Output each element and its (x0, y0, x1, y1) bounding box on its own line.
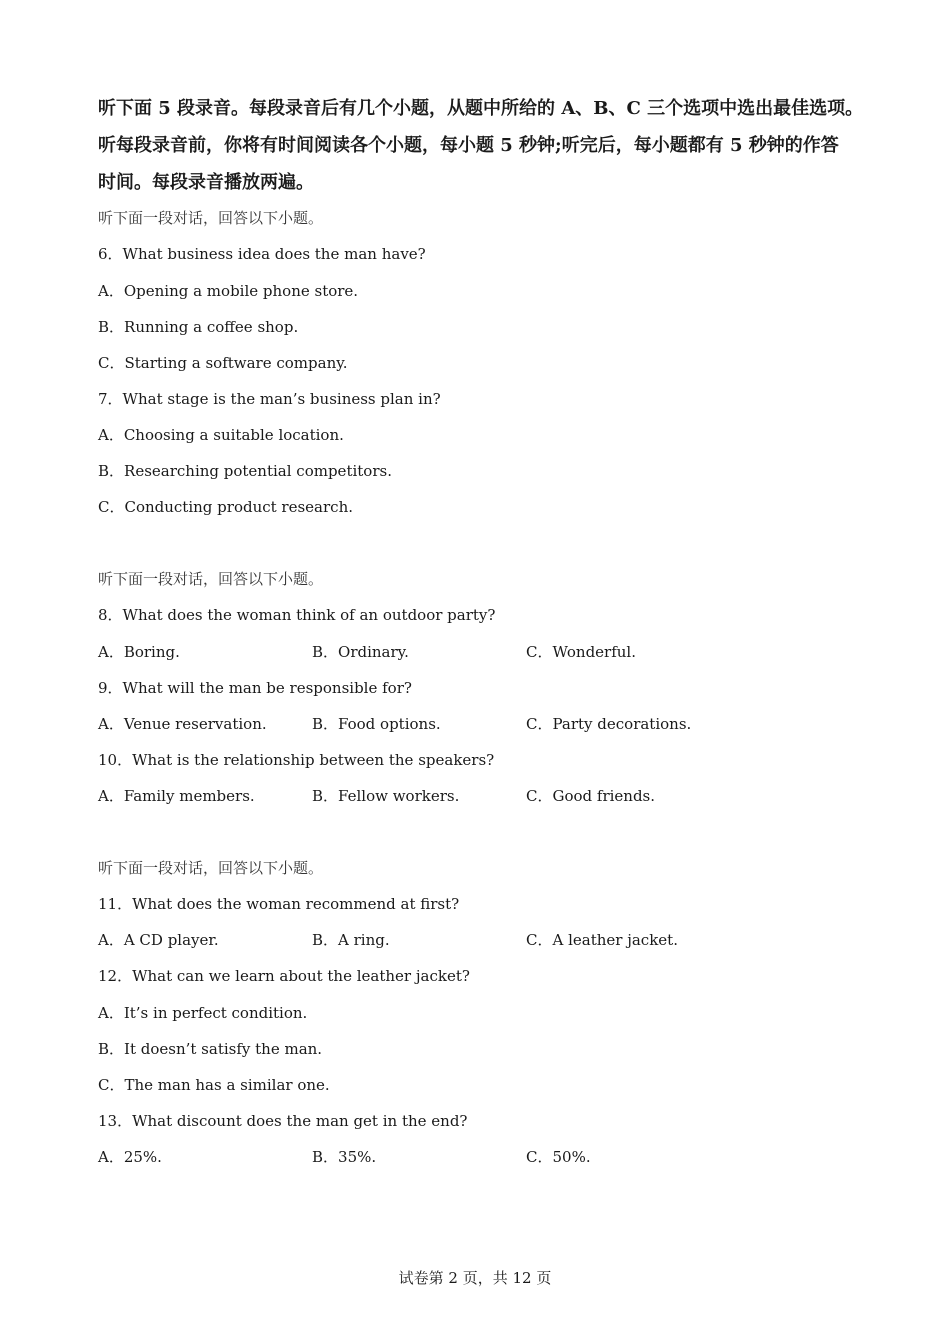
question-8-option-c: C．Wonderful. (526, 643, 636, 661)
question-7-option-c: C．Conducting product research. (98, 498, 353, 516)
question-7-stem: 7．What stage is the man’s business plan in? (98, 390, 441, 408)
question-8-option-b: B．Ordinary. (312, 643, 409, 661)
instructions-line-1: 听下面 5 段录音。每段录音后有几个小题，从题中所给的 A、B、C 三个选项中选出最佳选项。 (98, 98, 864, 119)
question-9-option-b: B．Food options. (312, 715, 441, 733)
question-6-option-a: A．Opening a mobile phone store. (98, 282, 359, 300)
question-11-stem: 11．What does the woman recommend at first? (98, 895, 460, 913)
question-12-option-c: C．The man has a similar one. (98, 1076, 330, 1094)
instructions-line-3: 时间。每段录音播放两遍。 (98, 172, 314, 193)
question-10-option-c: C．Good friends. (526, 787, 656, 805)
question-7-option-b: B．Researching potential competitors. (98, 462, 392, 480)
question-9-option-a: A．Venue reservation. (98, 715, 267, 733)
question-8-option-a: A．Boring. (98, 643, 180, 661)
question-7-option-a: A．Choosing a suitable location. (98, 426, 344, 444)
question-6-stem: 6．What business idea does the man have? (98, 245, 426, 263)
section-intro: 听下面一段对话，回答以下小题。 (98, 209, 324, 227)
question-6-option-b: B．Running a coffee shop. (98, 318, 299, 336)
question-11-option-a: A．A CD player. (98, 931, 219, 949)
question-9-stem: 9．What will the man be responsible for? (98, 679, 412, 697)
page-footer: 试卷第 2 页，共 12 页 (398, 1269, 552, 1287)
question-6-option-c: C．Starting a software company. (98, 354, 348, 372)
question-11-option-c: C．A leather jacket. (526, 931, 678, 949)
question-10-option-b: B．Fellow workers. (312, 787, 460, 805)
question-12-option-a: A．It’s in perfect condition. (98, 1004, 308, 1022)
question-8-stem: 8．What does the woman think of an outdoor party? (98, 606, 496, 624)
question-13-option-a: A．25%. (98, 1148, 162, 1166)
question-10-stem: 10．What is the relationship between the speakers? (98, 751, 495, 769)
question-12-stem: 12．What can we learn about the leather jacket? (98, 967, 470, 985)
question-13-stem: 13．What discount does the man get in the end? (98, 1112, 468, 1130)
question-13-option-b: B．35%. (312, 1148, 377, 1166)
section-intro: 听下面一段对话，回答以下小题。 (98, 570, 324, 588)
section-intro: 听下面一段对话，回答以下小题。 (98, 859, 324, 877)
question-10-option-a: A．Family members. (98, 787, 255, 805)
instructions-line-2: 听每段录音前，你将有时间阅读各个小题，每小题 5 秒钟;听完后，每小题都有 5 秒钟的作答 (98, 135, 839, 156)
question-9-option-c: C．Party decorations. (526, 715, 692, 733)
question-12-option-b: B．It doesn’t satisfy the man. (98, 1040, 323, 1058)
question-11-option-b: B．A ring. (312, 931, 390, 949)
question-13-option-c: C．50%. (526, 1148, 591, 1166)
